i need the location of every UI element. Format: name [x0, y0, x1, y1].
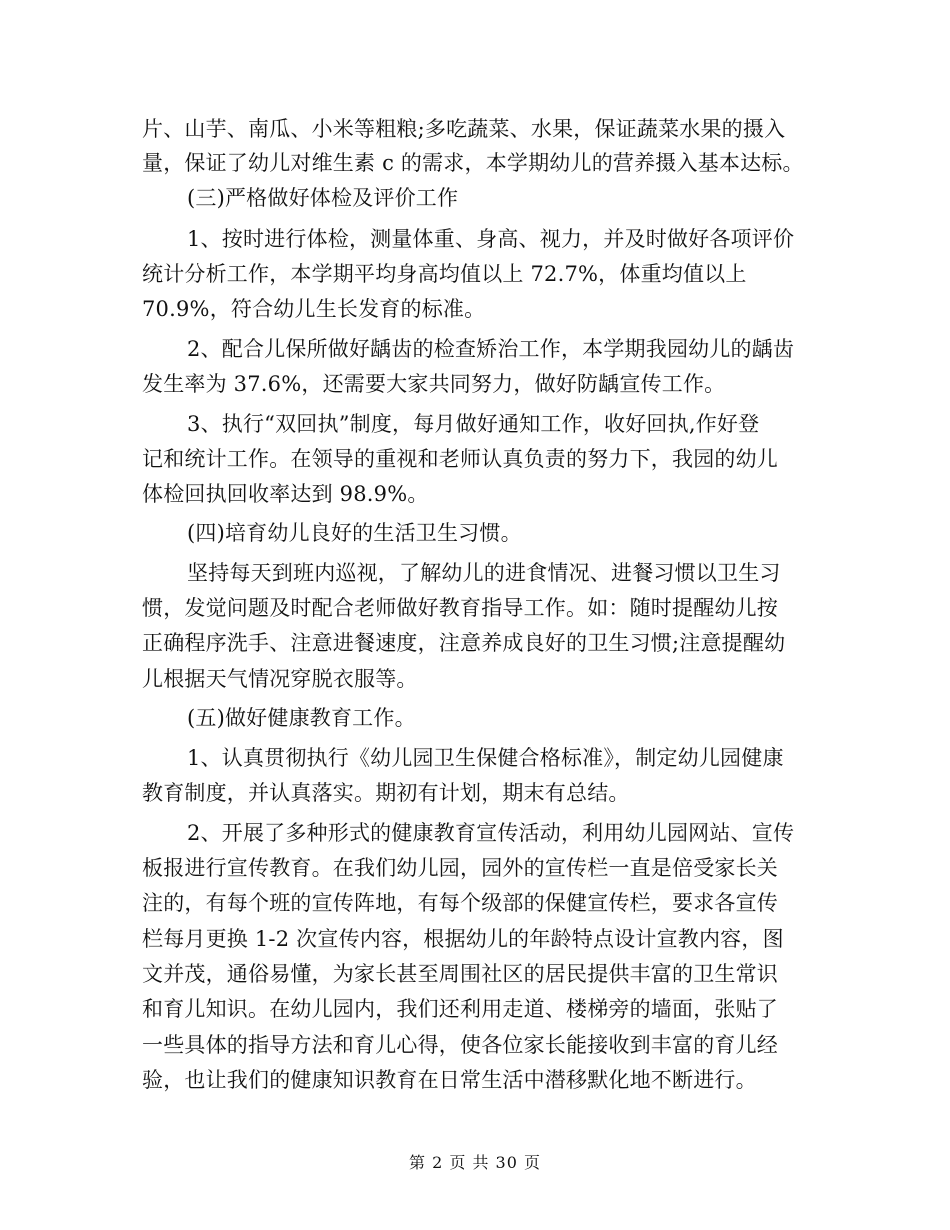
body-text-line: 记和统计工作。在领导的重视和老师认真负责的努力下，我园的幼儿 — [142, 447, 778, 471]
section-heading: (五)做好健康教育工作。 — [187, 706, 416, 730]
body-text-line: 儿根据天气情况穿脱衣服等。 — [142, 667, 418, 691]
body-text-line: 和育儿知识。在幼儿园内，我们还利用走道、楼梯旁的墙面，张贴了 — [142, 997, 778, 1021]
body-text-line: 教育制度，并认真落实。期初有计划，期末有总结。 — [142, 781, 630, 805]
body-text-line: 3、执行“双回执”制度，每月做好通知工作，收好回执,作好登 — [187, 412, 760, 436]
body-text-line: 栏每月更换 1-2 次宣传内容，根据幼儿的年龄特点设计宣教内容，图 — [142, 927, 784, 951]
body-text-line: 验，也让我们的健康知识教育在日常生活中潜移默化地不断进行。 — [142, 1068, 757, 1092]
body-text-line: 板报进行宣传教育。在我们幼儿园，园外的宣传栏一直是倍受家长关 — [142, 856, 778, 880]
body-text-line: 正确程序洗手、注意进餐速度，注意养成良好的卫生习惯;注意提醒幼 — [142, 631, 786, 655]
body-text-line: 注的，有每个班的宣传阵地，有每个级部的保健宣传栏，要求各宣传 — [142, 891, 778, 915]
body-text-line: 1、认真贯彻执行《幼儿园卫生保健合格标准》，制定幼儿园健康 — [187, 746, 784, 770]
body-text-line: 量，保证了幼儿对维生素 c 的需求，本学期幼儿的营养摄入基本达标。 — [142, 151, 804, 175]
body-text-line: 1、按时进行体检，测量体重、身高、视力，并及时做好各项评价 — [187, 227, 795, 251]
body-text-line: 2、配合儿保所做好龋齿的检查矫治工作，本学期我园幼儿的龋齿 — [187, 337, 795, 361]
body-text-line: 统计分析工作，本学期平均身高均值以上 72.7%，体重均值以上 — [142, 262, 747, 286]
body-text-line: 一些具体的指导方法和育儿心得，使各位家长能接收到丰富的育儿经 — [142, 1033, 778, 1057]
body-text-line: 2、开展了多种形式的健康教育宣传活动，利用幼儿园网站、宣传 — [187, 821, 795, 845]
body-text-line: 70.9%，符合幼儿生长发育的标准。 — [142, 297, 486, 321]
body-text-line: 体检回执回收率达到 98.9%。 — [142, 482, 429, 506]
section-heading: (三)严格做好体检及评价工作 — [187, 186, 459, 210]
body-text-line: 惯，发觉问题及时配合老师做好教育指导工作。如：随时提醒幼儿按 — [142, 596, 778, 620]
body-text-line: 文并茂，通俗易懂，为家长甚至周围社区的居民提供丰富的卫生常识 — [142, 962, 778, 986]
body-text-line: 片、山芋、南瓜、小米等粗粮;多吃蔬菜、水果，保证蔬菜水果的摄入 — [142, 117, 786, 141]
page-number-footer: 第 2 页 共 30 页 — [409, 1153, 541, 1172]
body-text-line: 坚持每天到班内巡视，了解幼儿的进食情况、进餐习惯以卫生习 — [187, 561, 781, 585]
section-heading: (四)培育幼儿良好的生活卫生习惯。 — [187, 521, 522, 545]
body-text-line: 发生率为 37.6%，还需要大家共同努力，做好防龋宣传工作。 — [142, 372, 726, 396]
